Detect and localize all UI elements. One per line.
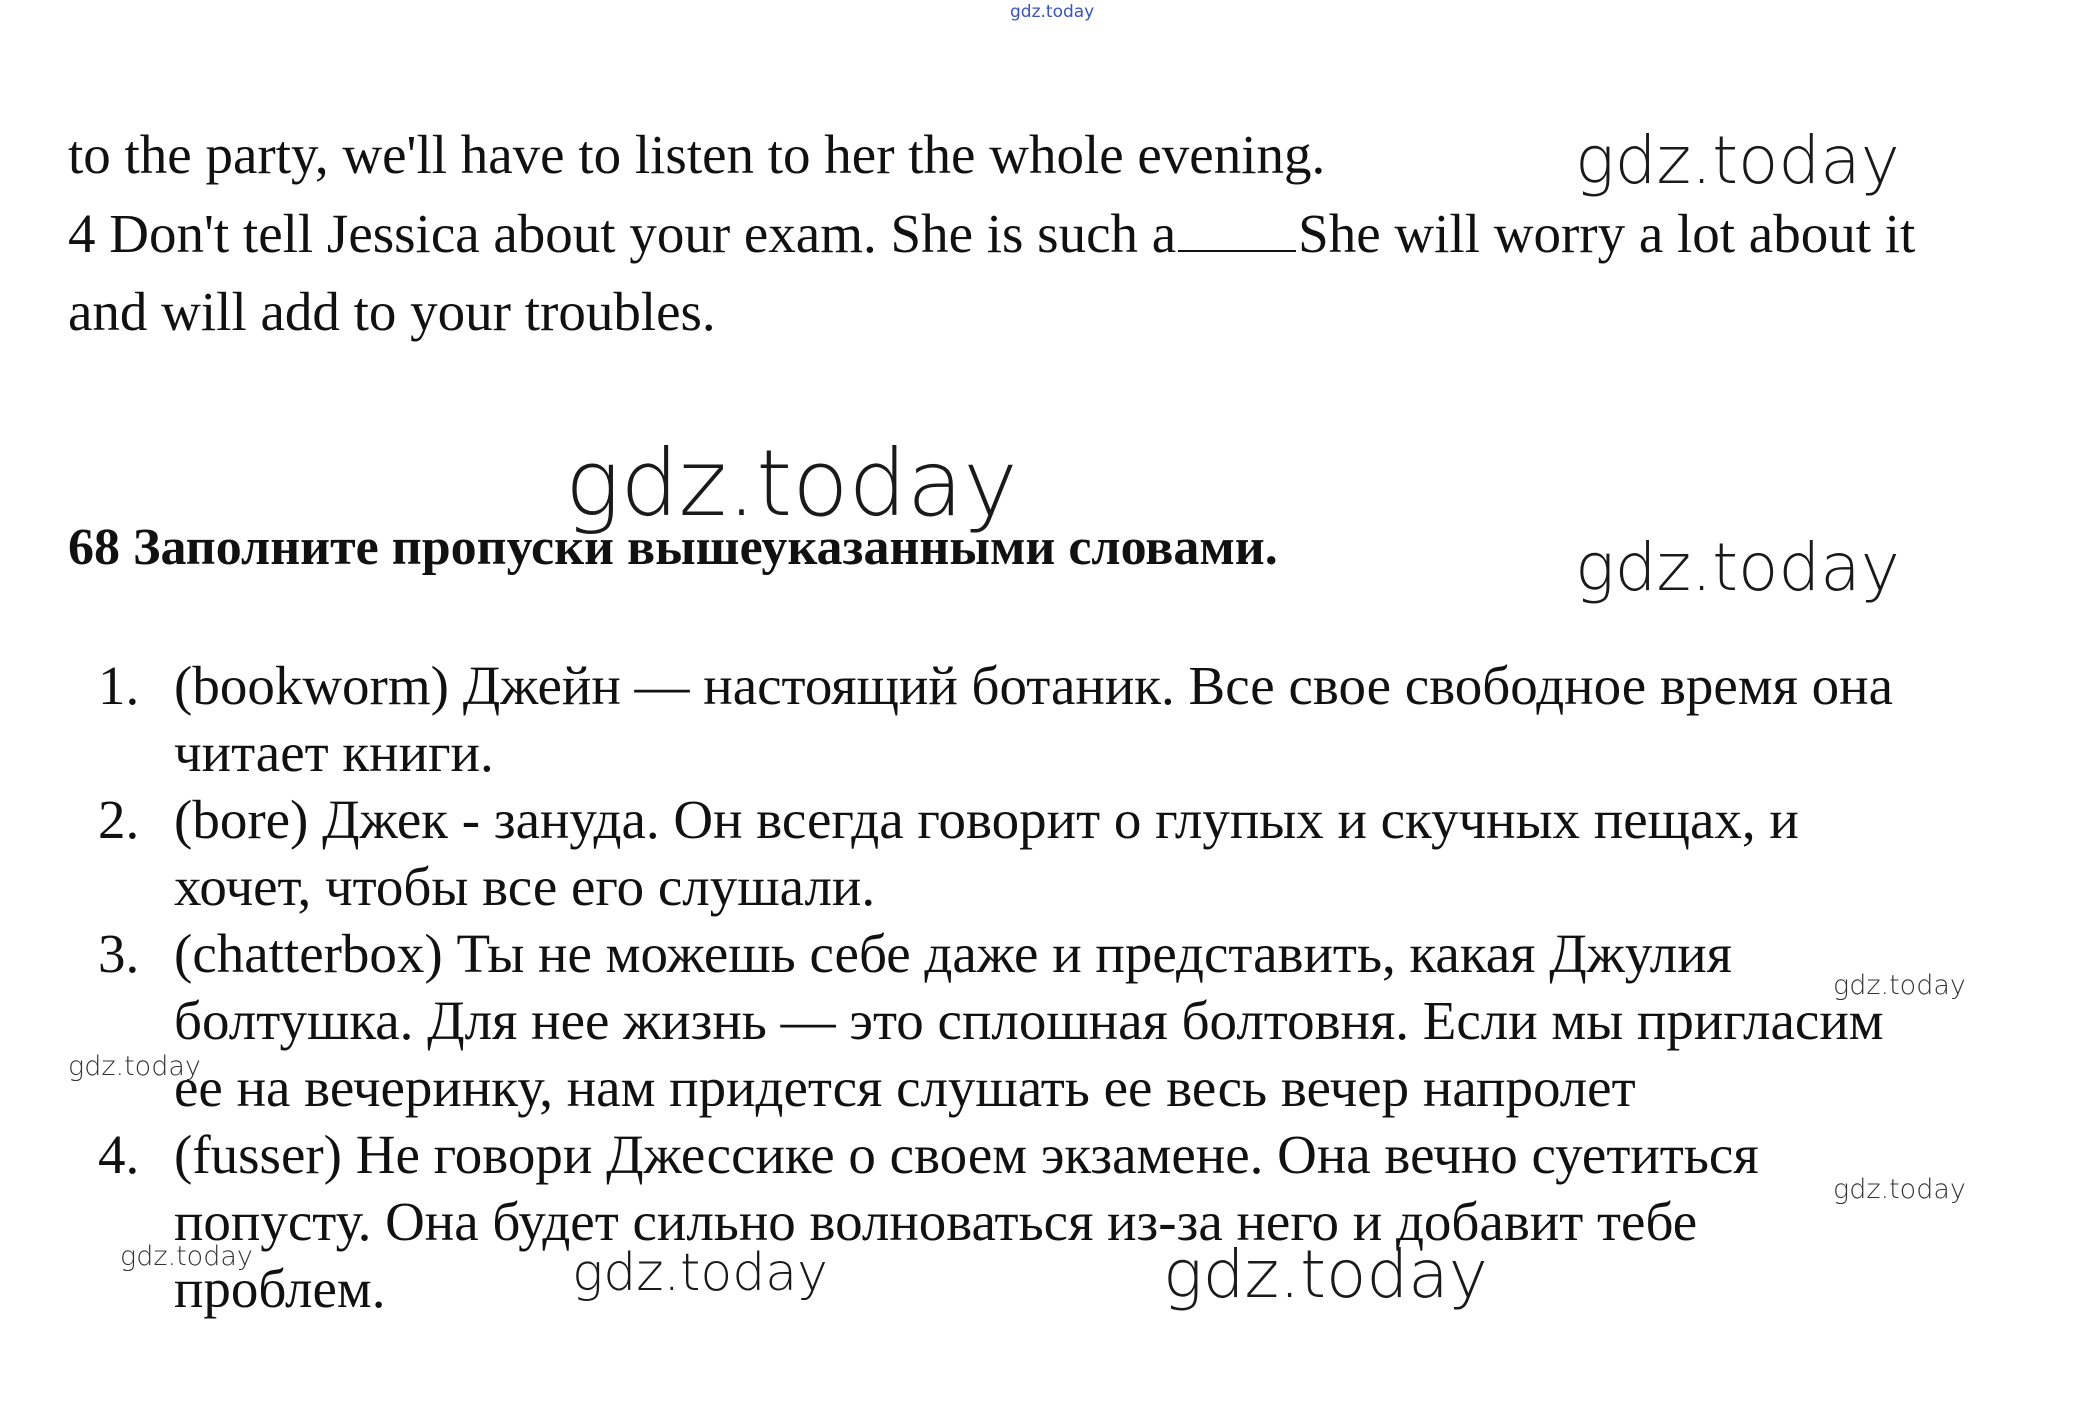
item-1-number: 1. xyxy=(98,655,140,716)
site-mark: gdz.today xyxy=(1010,2,1095,22)
item-4-line-1: (fusser) Не говори Джессике о своем экзамене. Она вечно суетиться xyxy=(174,1124,1759,1185)
item-2-number: 2. xyxy=(98,789,140,850)
item-3-line-1: (chatterbox) Ты не можешь себе даже и представить, какая Джулия xyxy=(174,923,1732,984)
watermark: gdz.today xyxy=(1575,122,1900,199)
watermark: gdz.today xyxy=(572,1243,828,1303)
english-line-1: to the party, we'll have to listen to her the whole evening. xyxy=(68,124,1326,185)
watermark: gdz.today xyxy=(68,1051,201,1082)
item-3-number: 3. xyxy=(98,923,140,984)
item-1-line-2: читает книги. xyxy=(174,722,494,783)
watermark: gdz.today xyxy=(565,430,1018,537)
item-3-line-2: болтушка. Для нее жизнь — это сплошная болтовня. Если мы пригласим xyxy=(174,990,1884,1051)
english-line-3: and will add to your troubles. xyxy=(68,281,716,342)
item-4-line-2: попусту. Она будет сильно волноваться из-за него и добавит тебе xyxy=(174,1191,1698,1252)
english-line-2 xyxy=(68,203,1916,264)
fill-blank xyxy=(1178,210,1296,252)
watermark: gdz.today xyxy=(1163,1236,1488,1313)
exercise-heading: 68 Заполните пропуски вышеуказанными словами. xyxy=(68,519,1278,576)
watermark: gdz.today xyxy=(1575,529,1900,606)
item-1-line-1: (bookworm) Джейн — настоящий ботаник. Все свое свободное время она xyxy=(174,655,1894,716)
item-2-line-1: (bore) Джек - зануда. Он всегда говорит о глупых и скучных пещах, и xyxy=(174,789,1799,850)
english-line-2-before: 4 Don't tell Jessica about your exam. She is such a xyxy=(68,203,1177,264)
item-3-line-3: ее на вечеринку, нам придется слушать ее весь вечер напролет xyxy=(174,1057,1636,1118)
watermark: gdz.today xyxy=(1833,1174,1966,1205)
watermark: gdz.today xyxy=(1833,970,1966,1001)
item-4-number: 4. xyxy=(98,1124,140,1185)
item-4-line-3: проблем. xyxy=(174,1258,386,1319)
watermark: gdz.today xyxy=(120,1241,253,1272)
english-line-2-after: She will worry a lot about it xyxy=(1298,203,1916,264)
item-2-line-2: хочет, чтобы все его слушали. xyxy=(174,856,876,917)
